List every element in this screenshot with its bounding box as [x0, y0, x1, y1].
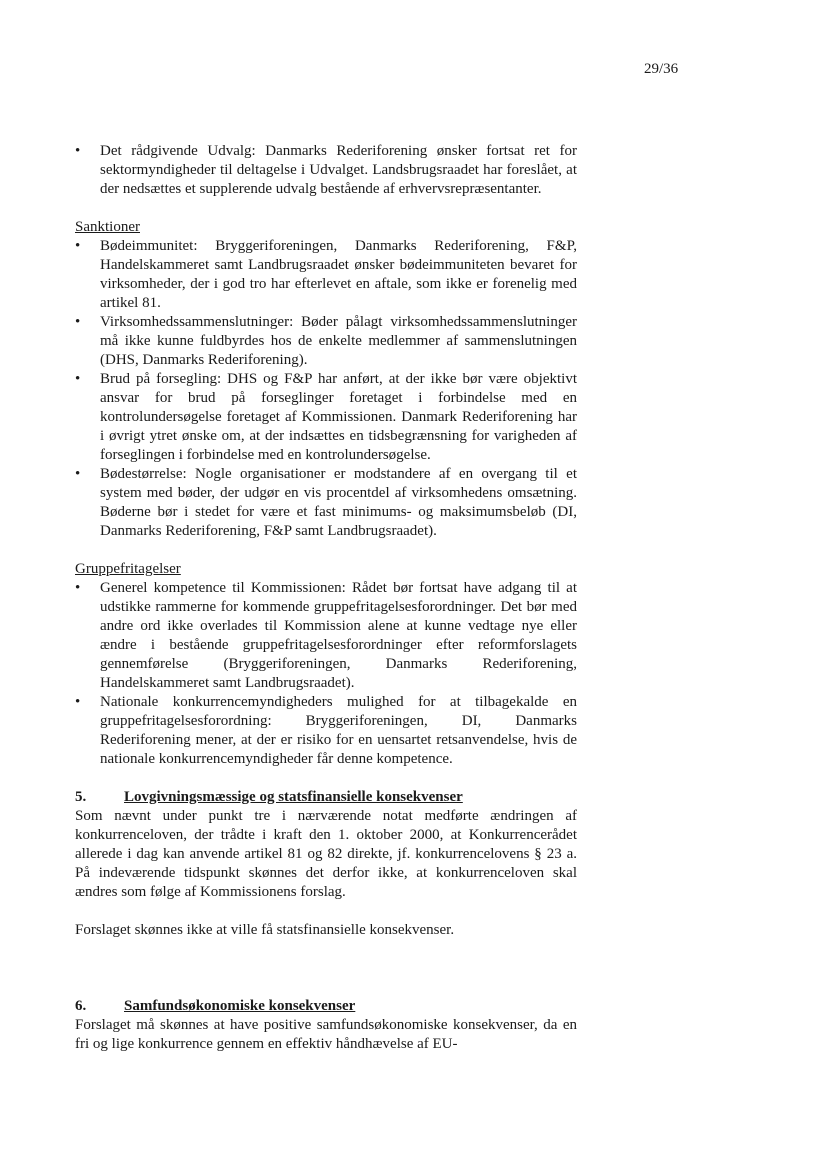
section-5-heading: [75, 788, 577, 807]
list-item: • Bødeimmunitet: Bryggeriforeningen, Danmarks Rederiforening, F&P, Handelskammeret samt Landbrugsraadet ønsker bødeimmuniteten bevaret for virksomheder, der i god tro har efterlevet en aftale, som ikke er forenelig med artikel 81.: [75, 237, 577, 313]
section-6-paragraph: Forslaget må skønnes at have positive samfundsøkonomiske konsekvenser, da en fri og lige konkurrence gennem en effektiv håndhævelse af EU-: [75, 1017, 577, 1052]
list-item: • Det rådgivende Udvalg: Danmarks Rederiforening ønsker fortsat ret for sektormyndigheder til deltagelse i Udvalget. Landsbrugsraadet har foreslået, at der nedsættes et supplerende udvalg bestående af erhvervsrepræsentanter.: [75, 142, 577, 199]
section-5-paragraph: Forslaget skønnes ikke at ville få statsfinansielle konsekvenser.: [75, 922, 455, 938]
list-item: • Generel kompetence til Kommissionen: Rådet bør fortsat have adgang til at udstikke rammerne for kommende gruppefritagelsesforordninger. Det bør med andre ord ikke overlades til Kommission alene at kunne vedtage nye eller ændre i bestående gruppefritagelsesforordninger efter reformforslagets gennemførelse (Bryggeriforeningen, Danmarks Rederiforening, Handelskammeret samt Landbrugsraadet).: [75, 579, 577, 693]
list-item: • Nationale konkurrencemyndigheders mulighed for at tilbagekalde en gruppefritagelsesforordning: Bryggeriforeningen, DI, Danmarks Rederiforening mener, at der er risiko for en uensartet retsanvendelse, hvis de nationale konkurrencemyndigheder får denne kompetence.: [75, 693, 577, 769]
sanktioner-list: [75, 237, 577, 541]
section-6-heading: [75, 997, 577, 1016]
gruppefritagelser-list: [75, 579, 577, 769]
section-label-sanktioner: Sanktioner: [75, 219, 140, 235]
intro-bullet-list: [75, 142, 577, 199]
section-5-paragraph: Som nævnt under punkt tre i nærværende notat medførte ændringen af konkurrenceloven, der trådte i kraft den 1. oktober 2000, at Konkurrencerådet allerede i dag kan anvende artikel 81 og 82 direkte, jf. konkurrencelovens § 23 a. På indeværende tidspunkt skønnes det derfor ikke, at konkurrenceloven skal ændres som følge af Kommissionens forslag.: [75, 808, 577, 900]
section-title: Lovgivningsmæssige og statsfinansielle konsekvenser: [124, 789, 463, 805]
page-number: 29/36: [644, 61, 679, 77]
list-item: • Brud på forsegling: DHS og F&P har anført, at der ikke bør være objektivt ansvar for brud på forseglinger foretaget i forbindelse med en kontrolundersøgelse foretaget af Kommissionen. Danmark Rederiforening har i øvrigt ytret ønske om, at der indsættes en tidsbegrænsning for varigheden af forseglingen i forbindelse med en kontrolundersøgelse.: [75, 370, 577, 465]
section-label-gruppefritagelser: Gruppefritagelser: [75, 561, 181, 577]
section-number: 5.: [75, 789, 87, 805]
section-title: Samfundsøkonomiske konsekvenser: [124, 998, 356, 1014]
list-item: • Bødestørrelse: Nogle organisationer er modstandere af en overgang til et system med bøder, der udgør en vis procentdel af virksomhedens omsætning. Bøderne bør i stedet for være et fast minimums- og maksimumsbeløb (DI, Danmarks Rederiforening, F&P samt Landbrugsraadet).: [75, 465, 577, 541]
list-item: • Virksomhedssammenslutninger: Bøder pålagt virksomhedssammenslutninger må ikke kunne fuldbyrdes hos de enkelte medlemmer af sammenslutningen (DHS, Danmarks Rederiforening).: [75, 313, 577, 370]
section-number: 6.: [75, 998, 87, 1014]
document-body: [75, 142, 577, 1054]
